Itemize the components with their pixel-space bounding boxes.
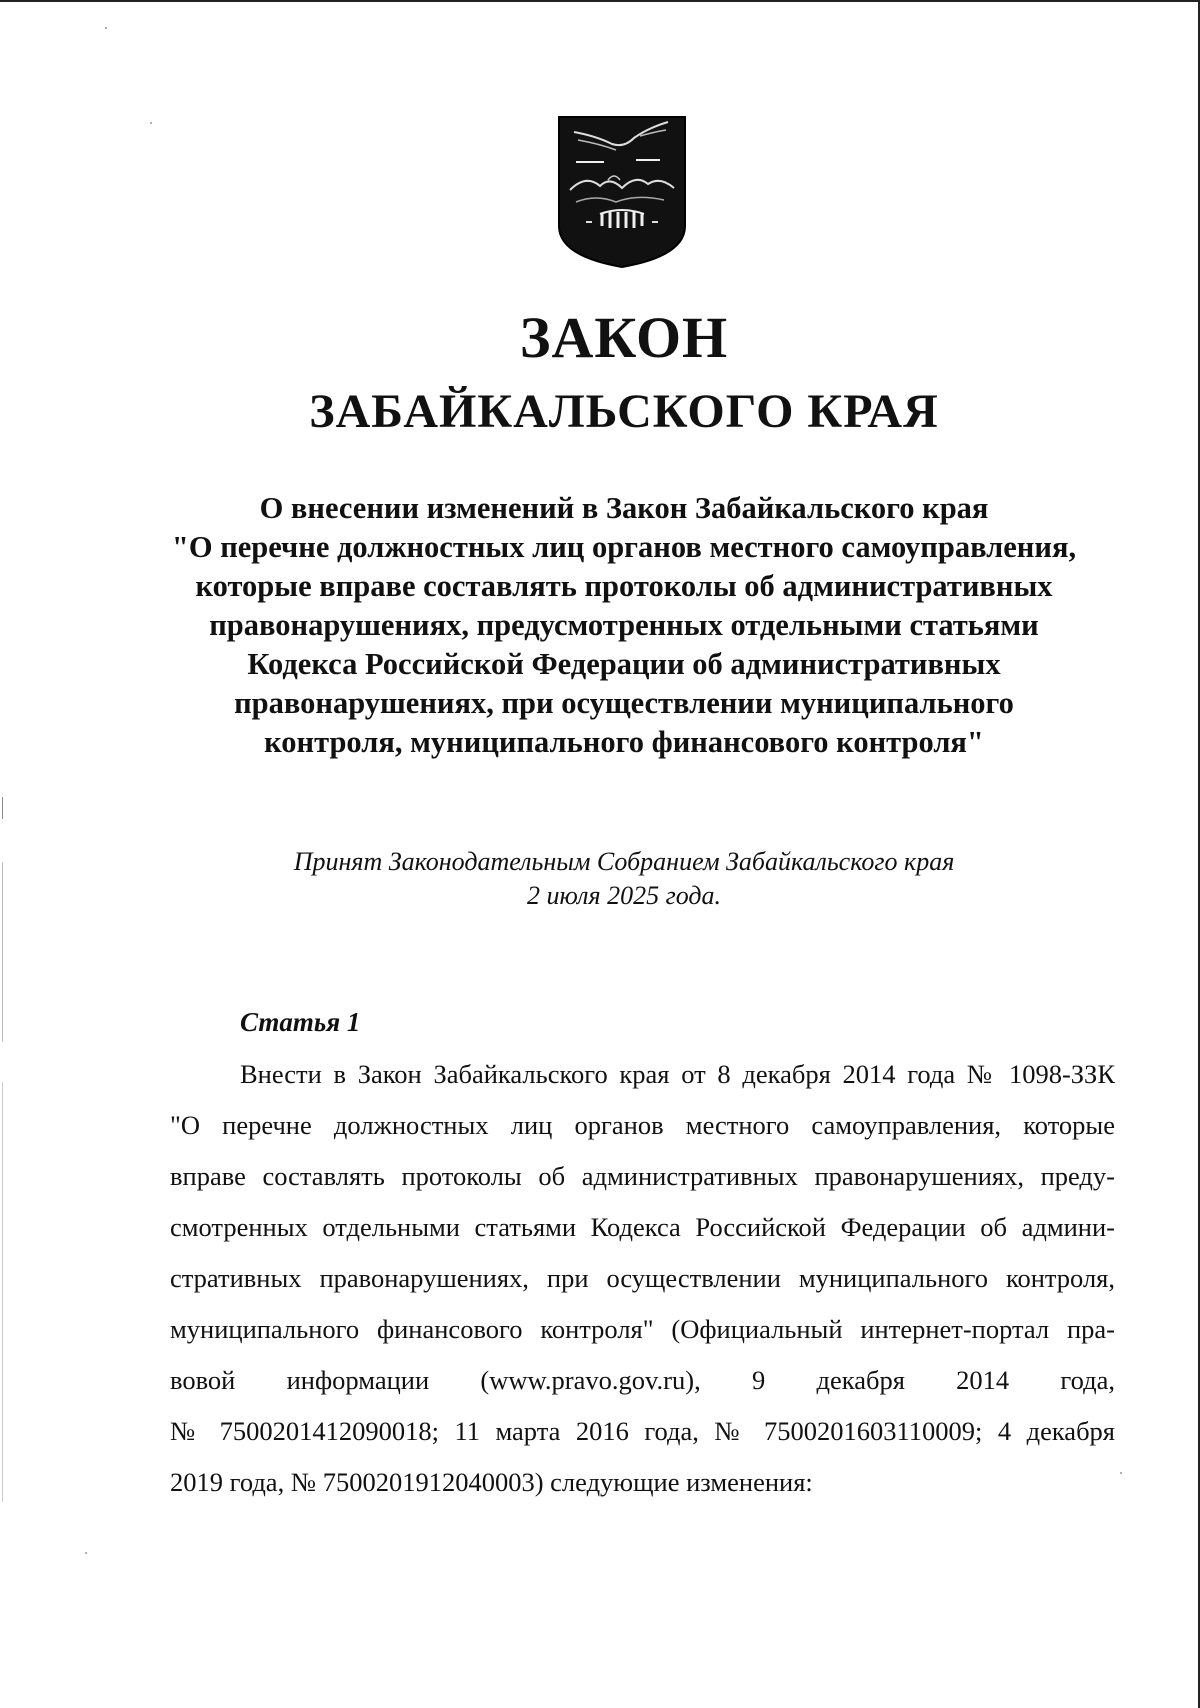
adoption-date: 2 июля 2025 года. — [526, 881, 722, 910]
subject-line: Кодекса Российской Федерации об административных — [247, 647, 1001, 681]
article-line: Внести в Закон Забайкальского края от 8 декабря 2014 года № 1098-ЗЗК — [240, 1059, 1115, 1089]
scan-artifact — [2, 862, 3, 1042]
coat-of-arms-icon — [556, 114, 688, 270]
adoption-note — [120, 845, 1128, 913]
article-body — [170, 1049, 1115, 1508]
article-line: № 7500201412090018; 11 марта 2016 года, № 7500201603110009; 4 декабря — [170, 1416, 1115, 1446]
law-title: ЗАКОН — [519, 305, 729, 370]
article-line: смотренных отдельными статьями Кодекса Российской Федерации об админи- — [170, 1212, 1115, 1242]
article-line: "О перечне должностных лиц органов местного самоуправления, которые — [170, 1110, 1115, 1140]
article-line: вправе составлять протоколы об административных правонарушениях, преду- — [170, 1161, 1115, 1191]
subject-line: которые вправе составлять протоколы об административных — [195, 569, 1053, 603]
article-line: вовой информации (www.pravo.gov.ru), 9 декабря 2014 года, — [170, 1365, 1115, 1395]
adoption-body: Принят Законодательным Собранием Забайкальского края — [293, 847, 955, 876]
article-title: Статья 1 — [240, 1007, 361, 1037]
scan-artifact — [105, 27, 107, 29]
law-subject — [120, 489, 1128, 762]
subject-line: "О перечне должностных лиц органов местного самоуправления, — [171, 530, 1077, 564]
subject-line: правонарушениях, при осуществлении муниципального — [234, 686, 1014, 720]
article-line: стративных правонарушениях, при осуществлении муниципального контроля, — [170, 1263, 1115, 1293]
region-title: ЗАБАЙКАЛЬСКОГО КРАЯ — [309, 385, 939, 438]
subject-line: О внесении изменений в Закон Забайкальского края — [259, 491, 989, 525]
scan-artifact — [1120, 1472, 1122, 1474]
scan-artifact — [2, 797, 3, 819]
scan-artifact — [2, 1082, 3, 1502]
subject-line: правонарушениях, предусмотренных отдельными статьями — [209, 608, 1039, 642]
article-line: муниципального финансового контроля" (Официальный интернет-портал пра- — [170, 1314, 1115, 1344]
article-line: 2019 года, № 7500201912040003) следующие изменения: — [170, 1467, 813, 1497]
subject-line: контроля, муниципального финансового контроля" — [264, 725, 984, 759]
scan-artifact — [85, 1552, 87, 1554]
scan-artifact — [150, 122, 152, 124]
